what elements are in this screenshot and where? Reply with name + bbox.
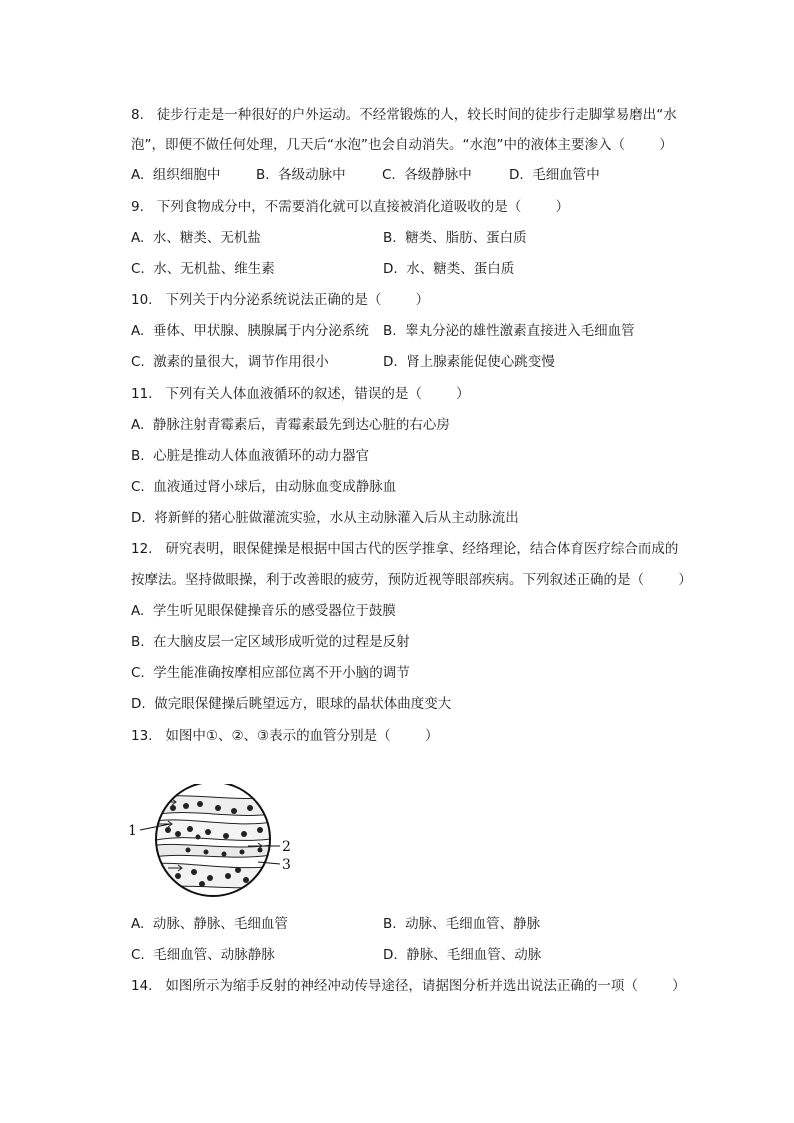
q12-option-a[interactable]: A. 学生听见眼保健操音乐的感受器位于鼓膜 xyxy=(131,603,396,619)
q8-stem-line2: 泡”，即便不做任何处理，几天后“水泡”也会自动消失。“水泡”中的液体主要渗入（ ） xyxy=(131,137,673,153)
q12-option-b[interactable]: B. 在大脑皮层一定区域形成听觉的过程是反射 xyxy=(131,634,410,650)
q11-option-a[interactable]: A. 静脉注射青霉素后，青霉素最先到达心脏的右心房 xyxy=(131,417,450,433)
q10-stem: 10. 下列关于内分泌系统说法正确的是（ ） xyxy=(131,292,430,308)
q12-option-c[interactable]: C. 学生能准确按摩相应部位离不开小脑的调节 xyxy=(131,665,410,681)
q9-option-d[interactable]: D. 水、糖类、蛋白质 xyxy=(383,261,515,277)
q10-option-c[interactable]: C. 激素的量很大，调节作用很小 xyxy=(131,354,329,370)
diagram-label-2: 2 xyxy=(282,839,291,855)
q9-option-b[interactable]: B. 糖类、脂肪、蛋白质 xyxy=(383,230,527,246)
q11-option-d[interactable]: D. 将新鲜的猪心脏做灌流实验，水从主动脉灌入后从主动脉流出 xyxy=(131,510,519,526)
q14-stem: 14. 如图所示为缩手反射的神经冲动传导途径，请据图分析并选出说法正确的一项（ ） xyxy=(131,978,686,994)
diagram-label-1: 1 xyxy=(128,823,137,839)
q11-stem: 11. 下列有关人体血液循环的叙述，错误的是（ ） xyxy=(131,386,470,402)
q10-option-b[interactable]: B. 睾丸分泌的雄性激素直接进入毛细血管 xyxy=(383,323,635,339)
q8-stem-line1: 8. 徒步行走是一种很好的户外运动。不经常锻炼的人，较长时间的徒步行走脚掌易磨出“水 xyxy=(131,107,677,123)
q8-option-d[interactable]: D. 毛细血管中 xyxy=(509,167,600,183)
q13-option-b[interactable]: B. 动脉、毛细血管、静脉 xyxy=(383,916,541,932)
q13-option-c[interactable]: C. 毛细血管、动脉静脉 xyxy=(131,947,275,963)
q13-option-d[interactable]: D. 静脉、毛细血管、动脉 xyxy=(383,947,542,963)
q9-stem: 9. 下列食物成分中，不需要消化就可以直接被消化道吸收的是（ ） xyxy=(131,199,570,215)
q13-stem: 13. 如图中①、②、③表示的血管分别是（ ） xyxy=(131,728,439,744)
q12-stem-line1: 12. 研究表明，眼保健操是根据中国古代的医学推拿、经络理论，结合体育医疗综合而成的 xyxy=(131,541,679,557)
q12-option-d[interactable]: D. 做完眼保健操后眺望远方，眼球的晶状体曲度变大 xyxy=(131,696,452,712)
diagram-label-3: 3 xyxy=(282,857,291,873)
q10-option-d[interactable]: D. 肾上腺素能促使心跳变慢 xyxy=(383,354,555,370)
q8-option-b[interactable]: B. 各级动脉中 xyxy=(256,167,346,183)
q11-option-b[interactable]: B. 心脏是推动人体血液循环的动力器官 xyxy=(131,448,370,464)
q9-option-c[interactable]: C. 水、无机盐、维生素 xyxy=(131,261,275,277)
q11-option-c[interactable]: C. 血液通过肾小球后，由动脉血变成静脉血 xyxy=(131,479,397,495)
q10-option-a[interactable]: A. 垂体、甲状腺、胰腺属于内分泌系统 xyxy=(131,323,369,339)
q9-option-a[interactable]: A. 水、糖类、无机盐 xyxy=(131,230,261,246)
q8-option-c[interactable]: C. 各级静脉中 xyxy=(382,167,472,183)
blood-vessel-diagram xyxy=(128,784,298,904)
q8-option-a[interactable]: A. 组织细胞中 xyxy=(131,167,221,183)
q12-stem-line2: 按摩法。坚持做眼操，利于改善眼的疲劳，预防近视等眼部疾病。下列叙述正确的是（ ） xyxy=(131,572,692,588)
q13-option-a[interactable]: A. 动脉、静脉、毛细血管 xyxy=(131,916,288,932)
